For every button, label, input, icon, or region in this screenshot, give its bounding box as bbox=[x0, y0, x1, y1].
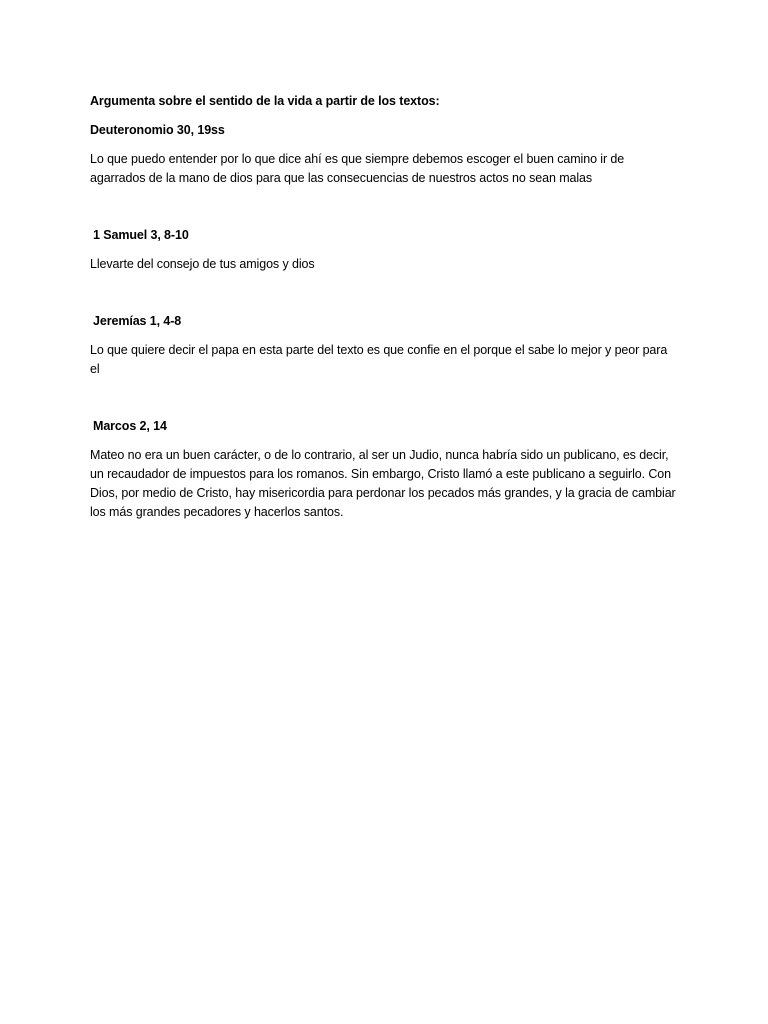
section-reference: Deuteronomio 30, 19ss bbox=[90, 123, 225, 137]
section-text: Llevarte del consejo de tus amigos y dios bbox=[90, 257, 315, 271]
intro-heading: Argumenta sobre el sentido de la vida a partir de los textos: bbox=[90, 94, 440, 108]
section-marcos bbox=[90, 417, 680, 522]
spacer bbox=[90, 198, 680, 226]
section-samuel bbox=[90, 226, 680, 274]
section-text: Lo que puedo entender por lo que dice ahí es que siempre debemos escoger el buen camino ir de agarrados de la mano de dios para que las consecuencias de nuestros actos no sean malas bbox=[90, 152, 625, 185]
section-reference: Jeremías 1, 4-8 bbox=[93, 314, 182, 328]
section-text: Lo que quiere decir el papa en esta parte del texto es que confie en el porque el sabe lo mejor y peor para el bbox=[90, 343, 668, 376]
section-reference: Marcos 2, 14 bbox=[93, 419, 167, 433]
spacer bbox=[90, 389, 680, 417]
document-body bbox=[90, 92, 680, 532]
section-jeremias bbox=[90, 312, 680, 379]
section-text: Mateo no era un buen carácter, o de lo contrario, al ser un Judio, nunca habría sido un publicano, es decir, un recaudador de impuestos para los romanos. Sin embargo, Cristo llamó a este publicano a seguirlo. Con Dios, por medio de Cristo, hay misericordia para perdonar los pecados más grandes, y la gracia de cambiar los más grandes pecadores y hacerlos santos. bbox=[90, 448, 676, 519]
section-reference: 1 Samuel 3, 8-10 bbox=[93, 228, 189, 242]
spacer bbox=[90, 284, 680, 312]
section-deuteronomio bbox=[90, 121, 680, 188]
